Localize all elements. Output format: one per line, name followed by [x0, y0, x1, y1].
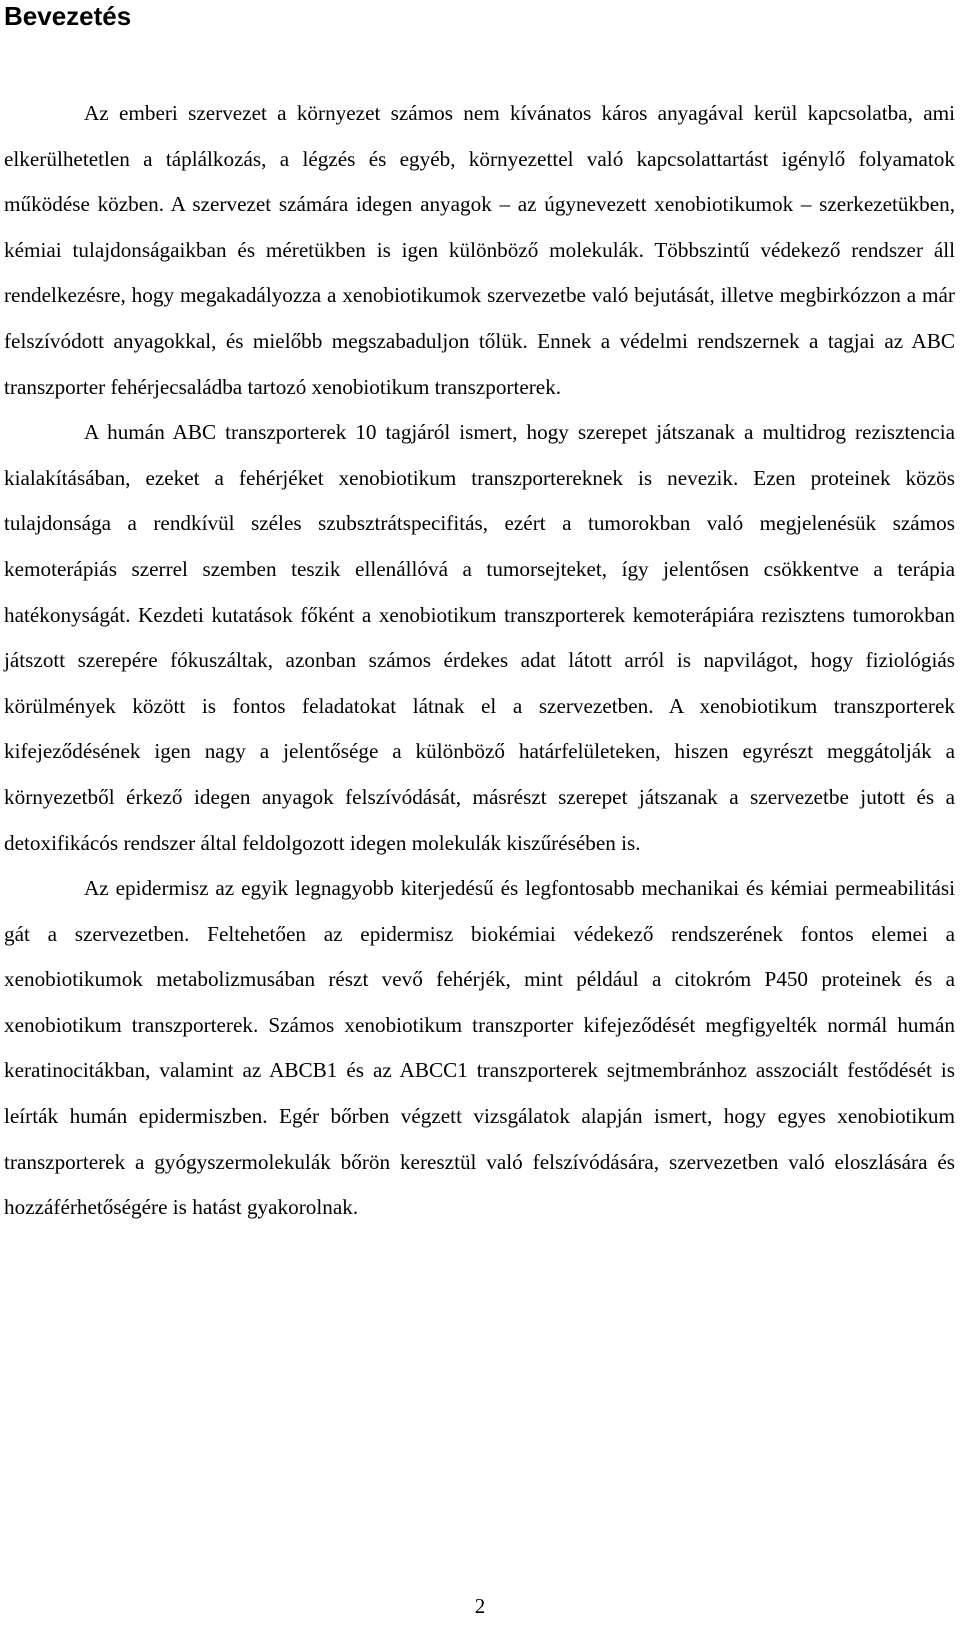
paragraph-3: Az epidermisz az egyik legnagyobb kiterjedésű és legfontosabb mechanikai és kémiai permeabilitási gát a szervezetben. Feltehetően az epidermisz biokémiai védekező rendszerének fontos elemei a xenobiotikumok metabolizmusában részt vevő fehérjék, mint például a citokróm P450 proteinek és a xenobiotikum transzporterek. Számos xenobiotikum transzporter kifejeződését megfigyelték normál humán keratinocitákban, valamint az ABCB1 és az ABCC1 transzporterek sejtmembránhoz asszociált festődését is leírták humán epidermiszben. Egér bőrben végzett vizsgálatok alapján ismert, hogy egyes xenobiotikum transzporterek a gyógyszermolekulák bőrön keresztül való felszívódására, szervezetben való eloszlására és hozzáférhetőségére is hatást gyakorolnak.: [4, 876, 955, 1220]
body-text: [4, 91, 955, 1231]
paragraph-1: Az emberi szervezet a környezet számos nem kívánatos káros anyagával kerül kapcsolatba, ami elkerülhetetlen a táplálkozás, a légzés és egyéb, környezettel való kapcsolattartást igénylő folyamatok működése közben. A szervezet számára idegen anyagok – az úgynevezett xenobiotikumok – szerkezetükben, kémiai tulajdonságaikban és méretükben is igen különböző molekulák. Többszintű védekező rendszer áll rendelkezésre, hogy megakadályozza a xenobiotikumok szervezetbe való bejutását, illetve megbirkózzon a már felszívódott anyagokkal, és mielőbb megszabaduljon tőlük. Ennek a védelmi rendszernek a tagjai az ABC transzporter fehérjecsaládba tartozó xenobiotikum transzporterek.: [4, 101, 955, 399]
section-heading: Bevezetés: [4, 1, 132, 31]
paragraph-2: A humán ABC transzporterek 10 tagjáról ismert, hogy szerepet játszanak a multidrog rezisztencia kialakításában, ezeket a fehérjéket xenobiotikum transzportereknek is nevezik. Ezen proteinek közös tulajdonsága a rendkívül széles szubsztrátspecifitás, ezért a tumorokban való megjelenésük számos kemoterápiás szerrel szemben teszik ellenállóvá a tumorsejteket, így jelentősen csökkentve a terápia hatékonyságát. Kezdeti kutatások főként a xenobiotikum transzporterek kemoterápiára rezisztens tumorokban játszott szerepére fókuszáltak, azonban számos érdekes adat látott arról is napvilágot, hogy fiziológiás körülmények között is fontos feladatokat látnak el a szervezetben. A xenobiotikum transzporterek kifejeződésének igen nagy a jelentősége a különböző határfelületeken, hiszen egyrészt meggátolják a környezetből érkező idegen anyagok felszívódását, másrészt szerepet játszanak a szervezetbe jutott és a detoxifikácós rendszer által feldolgozott idegen molekulák kiszűrésében is.: [4, 420, 955, 855]
page-number: 2: [474, 1594, 486, 1618]
